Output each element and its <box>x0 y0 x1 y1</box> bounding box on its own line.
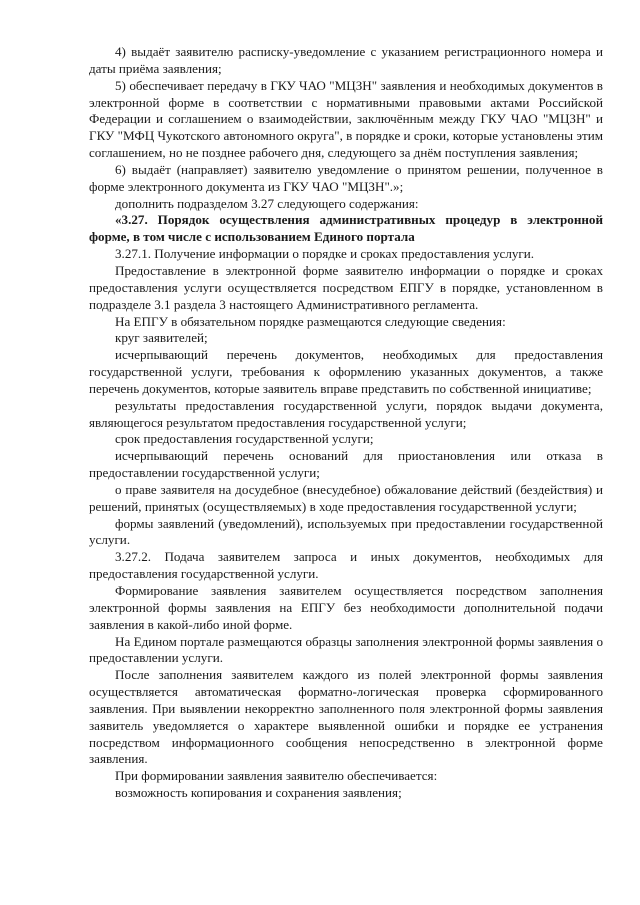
paragraph: При формировании заявления заявителю обеспечивается: <box>115 768 438 784</box>
paragraph-item-6: 6) выдаёт (направляет) заявителю уведомление о принятом решении, полученное в форме электронного документа из ГКУ ЧАО "МЦЗН".»; <box>89 161 603 194</box>
list-item: срок предоставления государственной услуги; <box>115 431 374 447</box>
paragraph-item-4: 4) выдаёт заявителю расписку-уведомление с указанием регистрационного номера и даты приёма заявления; <box>89 44 603 76</box>
paragraph: На Едином портале размещаются образцы заполнения электронной формы заявления о предоставлении услуги. <box>89 633 603 666</box>
paragraph-item-5: 5) обеспечивает передачу в ГКУ ЧАО "МЦЗН" заявления и необходимых документов в электронной форме в соответствии с нормативными правовыми актами Российской Федерации и соглашением о взаимодействии, заключённым между ГКУ ЧАО "МЦЗН" и ГКУ "МФЦ Чукотского автономного округа", в порядке и сроки, которые установлены этим соглашением, но не позднее рабочего дня, следующего за днём поступления заявления; <box>89 77 603 161</box>
list-item: возможность копирования и сохранения заявления; <box>115 785 402 801</box>
list-item: о праве заявителя на досудебное (внесудебное) обжалование действий (бездействия) и решений, принятых (осуществляемых) в ходе предоставления государственной услуги; <box>89 481 603 514</box>
list-item: формы заявлений (уведомлений), используемых при предоставлении государственной услуги. <box>89 515 603 548</box>
document-page <box>89 44 603 802</box>
paragraph: Предоставление в электронной форме заявителю информации о порядке и сроках предоставления услуги осуществляется посредством ЕПГУ в порядке, установленном в подразделе 3.1 раздела 3 настоящего Административного регламента. <box>89 262 603 312</box>
section-heading-3-27: «3.27. Порядок осуществления административных процедур в электронной форме, в том числе с использованием Единого портала <box>89 212 603 245</box>
list-item: исчерпывающий перечень оснований для приостановления или отказа в предоставлении государственной услуги; <box>89 448 603 481</box>
paragraph: Формирование заявления заявителем осуществляется посредством заполнения электронной формы заявления на ЕПГУ без необходимости дополнительной подачи заявления в какой-либо иной форме. <box>89 583 603 632</box>
paragraph-amendment-intro: дополнить подразделом 3.27 следующего содержания: <box>115 195 419 211</box>
list-item: круг заявителей; <box>115 330 208 346</box>
list-item: результаты предоставления государственной услуги, порядок выдачи документа, являющегося результатом предоставления государственной услуги; <box>89 397 603 430</box>
paragraph: На ЕПГУ в обязательном порядке размещаются следующие сведения: <box>115 313 506 329</box>
list-item: исчерпывающий перечень документов, необходимых для предоставления государственной услуги, требования к оформлению указанных документов, а также перечень документов, которые заявитель вправе представить по собственной инициативе; <box>89 347 603 396</box>
subsection-heading-3-27-1: 3.27.1. Получение информации о порядке и сроках предоставления услуги. <box>115 246 535 262</box>
paragraph: После заполнения заявителем каждого из полей электронной формы заявления осуществляется автоматическая форматно-логическая проверка сформированного заявления. При выявлении некорректно заполненного поля электронной формы заявления заявитель уведомляется о характере выявленной ошибки и порядке ее устранения посредством информационного сообщения непосредственно в электронной форме заявления. <box>89 667 603 767</box>
subsection-heading-3-27-2: 3.27.2. Подача заявителем запроса и иных документов, необходимых для предоставления государственной услуги. <box>89 549 603 582</box>
